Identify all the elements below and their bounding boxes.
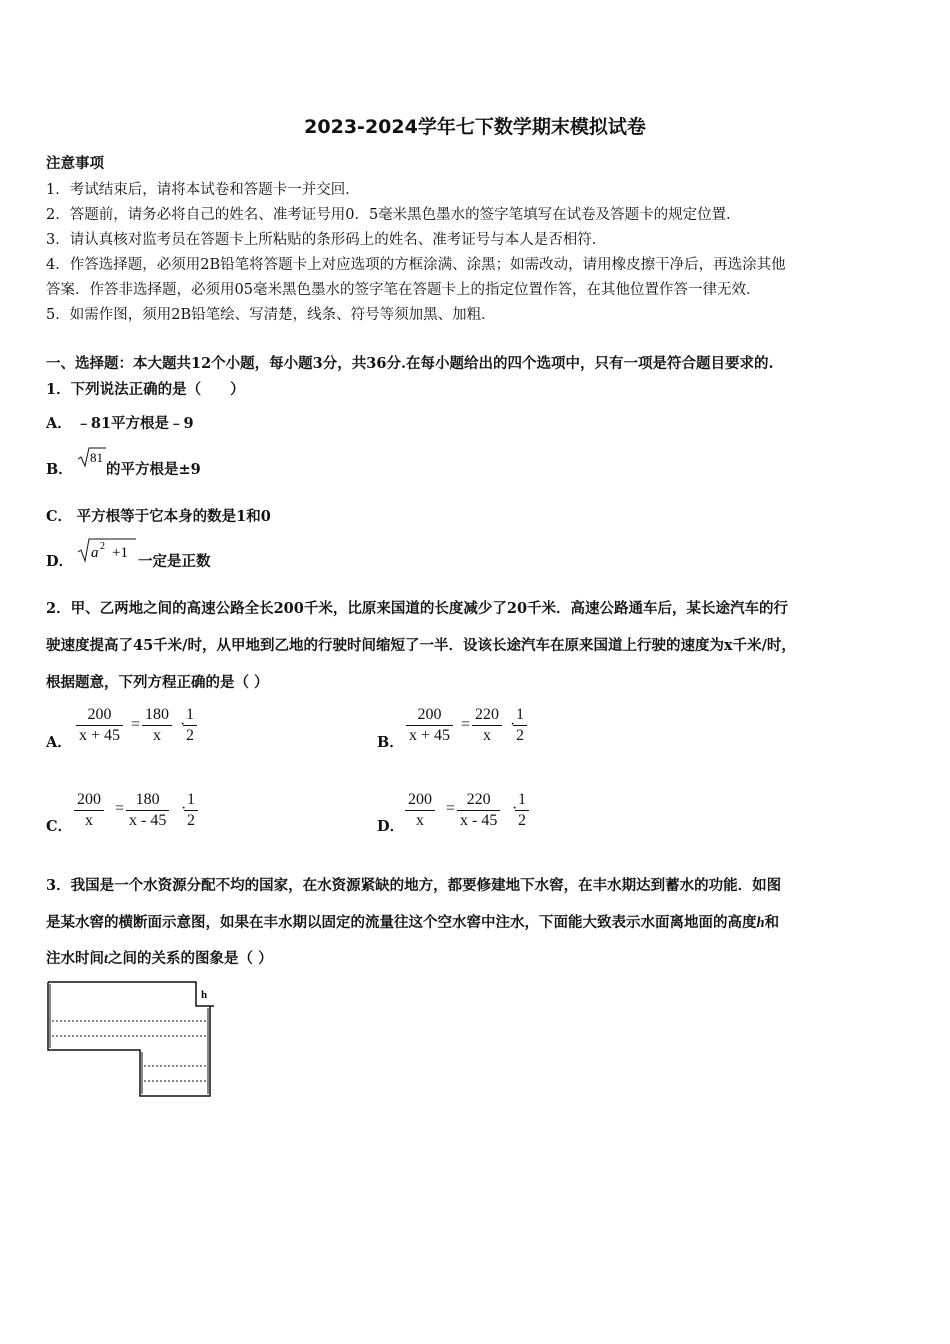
section-heading: 一、选择题：本大题共12个小题，每小题3分，共36分.在每小题给出的四个选项中，只有一项是符合题目要求的. xyxy=(46,355,774,372)
numerator: 200 xyxy=(417,706,442,723)
denominator: 2 xyxy=(184,810,198,831)
denominator: x xyxy=(405,810,435,831)
variable-h: h xyxy=(756,915,765,931)
numerator: 200 xyxy=(408,791,432,808)
fraction-1 xyxy=(405,790,435,831)
denominator: x xyxy=(472,725,502,746)
q1-option-b xyxy=(46,446,201,478)
option-label: C． xyxy=(46,508,73,525)
fraction-2 xyxy=(472,705,502,746)
denominator: x - 45 xyxy=(457,810,500,831)
denominator: x xyxy=(74,810,104,831)
denominator: x xyxy=(142,725,172,746)
sqrt-a2-plus-1-expression xyxy=(76,537,138,565)
question-2-line-1: 2．甲、乙两地之间的高速公路全长200千米，比原来国道的长度减少了20千米．高速公路通车后，某长途汽车的行 xyxy=(46,600,789,617)
multiply-dot: · xyxy=(180,716,186,733)
q2-option-d-label: D． xyxy=(377,818,405,835)
denominator: 2 xyxy=(183,725,197,746)
notice-heading: 注意事项 xyxy=(46,155,104,172)
numerator: 220 xyxy=(466,791,491,808)
numerator: 200 xyxy=(77,791,101,808)
notice-item: 1．考试结束后，请将本试卷和答题卡一并交回． xyxy=(46,182,360,198)
equals-sign: = xyxy=(115,800,125,817)
question-3-line-3 xyxy=(46,947,273,968)
numerator: 1 xyxy=(516,706,524,723)
equals-sign: = xyxy=(131,716,141,733)
exponent-2: 2 xyxy=(100,541,105,552)
numerator: 1 xyxy=(186,706,194,723)
question-2-line-2: 驶速度提高了45千米/时，从甲地到乙地的行驶时间缩短了一半．设该长途汽车在原来国道上行驶的速度为x千米/时， xyxy=(46,637,796,654)
option-label: A． xyxy=(46,415,72,432)
numerator: 1 xyxy=(187,791,195,808)
fraction-3 xyxy=(513,705,527,746)
fraction-3 xyxy=(184,790,198,831)
denominator: x - 45 xyxy=(126,810,169,831)
question-3-line-1: 3．我国是一个水资源分配不均的国家，在水资源紧缺的地方，都要修建地下水窖，在丰水期达到蓄水的功能．如图 xyxy=(46,877,782,894)
equals-sign: = xyxy=(461,716,471,733)
numerator: 180 xyxy=(145,706,169,723)
notice-item: 5．如需作图，须用2B铅笔绘、写清楚，线条、符号等须加黑、加粗． xyxy=(46,307,496,323)
option-text: 一定是正数 xyxy=(138,553,211,570)
figure-label-h: h xyxy=(201,989,208,1001)
question-3-line-2 xyxy=(46,911,779,932)
variable-t: t xyxy=(104,951,109,967)
fraction-2 xyxy=(142,705,172,746)
sqrt-81-expression xyxy=(76,446,106,470)
q1-option-d xyxy=(46,537,211,571)
denominator: 2 xyxy=(513,725,527,746)
text-segment: 注水时间 xyxy=(46,950,104,967)
q2-option-a-label: A． xyxy=(46,734,72,751)
notice-item: 答案．作答非选择题，必须用05毫米黑色墨水的签字笔在答题卡上的指定位置作答，在其他位置作答一律无效． xyxy=(46,282,761,298)
q2-option-b-label: B． xyxy=(377,734,404,751)
numerator: 1 xyxy=(518,791,526,808)
text-segment: 是某水窖的横断面示意图，如果在丰水期以固定的流量往这个空水窖中注水，下面能大致表示水面离地面的高度 xyxy=(46,914,757,931)
multiply-dot: · xyxy=(181,800,187,817)
notice-item: 3．请认真核对监考员在答题卡上所粘贴的条形码上的姓名、准考证号与本人是否相符． xyxy=(46,232,607,248)
option-label: B． xyxy=(46,461,73,478)
question-1-stem: 1．下列说法正确的是（ ） xyxy=(46,381,245,398)
fraction-3 xyxy=(515,790,529,831)
option-label: D． xyxy=(46,553,74,570)
numerator: 200 xyxy=(87,706,112,723)
q1-option-a xyxy=(46,412,194,433)
notice-item: 4．作答选择题，必须用2B铅笔将答题卡上对应选项的方框涂满、涂黑；如需改动，请用橡皮擦干净后，再选涂其他 xyxy=(46,257,786,273)
text-segment: 和 xyxy=(764,914,780,931)
fraction-1 xyxy=(406,705,453,746)
notice-item: 2．答题前，请务必将自己的姓名、准考证号用0．5毫米黑色墨水的签字笔填写在试卷及答题卡的规定位置． xyxy=(46,207,741,223)
fraction-2 xyxy=(126,790,169,831)
denominator: 2 xyxy=(515,810,529,831)
option-text: 的平方根是±9 xyxy=(106,461,201,478)
q2-option-c-label: C． xyxy=(46,818,73,835)
page-title: 2023-2024学年七下数学期末模拟试卷 xyxy=(304,116,646,138)
fraction-1 xyxy=(74,790,104,831)
multiply-dot: · xyxy=(510,716,516,733)
text-segment: 之间的关系的图象是（ ） xyxy=(108,950,273,967)
denominator: x + 45 xyxy=(76,725,123,746)
question-2-line-3: 根据题意，下列方程正确的是（ ） xyxy=(46,674,269,691)
fraction-2 xyxy=(457,790,500,831)
option-text: 平方根等于它本身的数是1和0 xyxy=(76,508,271,525)
option-text: ﹣81平方根是﹣9 xyxy=(76,415,194,432)
fraction-1 xyxy=(76,705,123,746)
fraction-3 xyxy=(183,705,197,746)
radicand-text: 81 xyxy=(90,450,103,465)
equals-sign: = xyxy=(446,800,456,817)
numerator: 180 xyxy=(135,791,160,808)
numerator: 220 xyxy=(475,706,499,723)
q1-option-c xyxy=(46,505,271,526)
denominator: x + 45 xyxy=(406,725,453,746)
plus-one: +1 xyxy=(112,545,128,561)
variable-a: a xyxy=(91,545,99,561)
water-cellar-cross-section-figure xyxy=(44,978,216,1103)
multiply-dot: · xyxy=(512,800,518,817)
